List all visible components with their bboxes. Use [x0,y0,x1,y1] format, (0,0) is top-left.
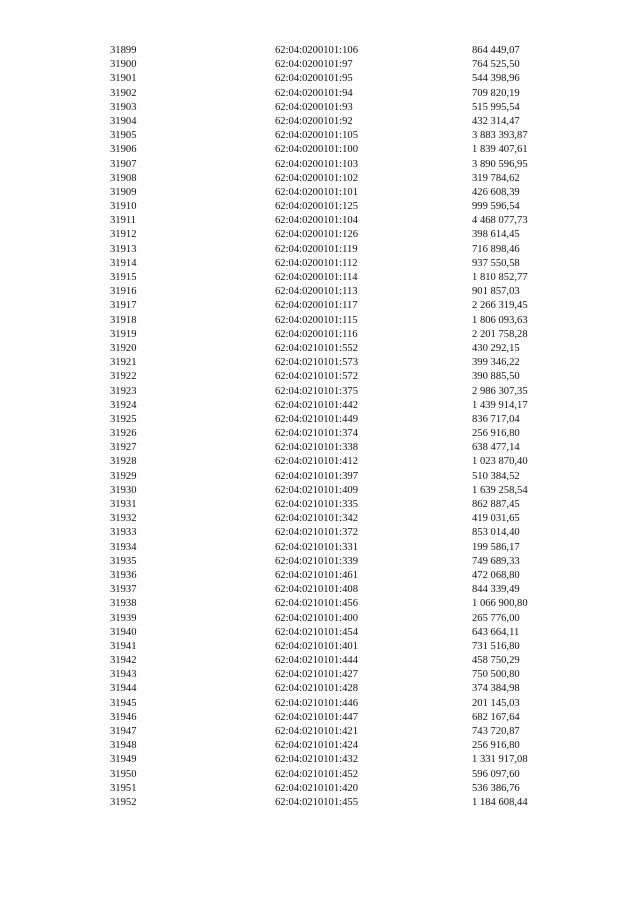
cadastral-value: 1 066 900,80 [472,598,528,610]
row-number: 31947 [110,726,137,737]
cadastral-value: 2 201 758,28 [472,328,528,340]
cadastral-value: 458 750,29 [472,655,520,667]
cadastral-value: 864 449,07 [472,45,520,56]
data-table [0,44,640,810]
cadastral-value: 319 784,62 [472,172,520,184]
cadastral-value: 1 023 870,40 [472,456,528,468]
cadastral-number: 62:04:0210101:449 [275,413,358,425]
row-number: 31912 [110,229,137,241]
cadastral-number: 62:04:0200101:119 [275,243,358,255]
table-row [0,370,640,384]
cadastral-number: 62:04:0210101:446 [275,697,358,709]
cadastral-value: 515 995,54 [472,101,520,113]
cadastral-number: 62:04:0210101:412 [275,456,358,468]
table-row [0,87,640,101]
table-row [0,356,640,370]
row-number: 31930 [110,484,137,496]
row-number: 31905 [110,130,137,142]
cadastral-number: 62:04:0210101:335 [275,499,358,510]
cadastral-number: 62:04:0210101:342 [275,513,358,525]
row-number: 31918 [110,314,137,326]
table-row [0,200,640,214]
row-number: 31923 [110,385,137,397]
cadastral-value: 1 806 093,63 [472,314,528,326]
cadastral-value: 419 031,65 [472,513,520,525]
row-number: 31939 [110,612,137,624]
table-row [0,101,640,115]
row-number: 31932 [110,513,137,525]
cadastral-value: 1 184 608,44 [472,796,528,808]
row-number: 31949 [110,754,137,766]
cadastral-number: 62:04:0200101:105 [275,130,358,142]
row-number: 31946 [110,711,137,723]
cadastral-value: 4 468 077,73 [472,215,528,227]
cadastral-value: 426 608,39 [472,186,520,198]
cadastral-number: 62:04:0210101:424 [275,740,358,752]
cadastral-number: 62:04:0210101:401 [275,640,358,652]
cadastral-value: 398 614,45 [472,229,520,241]
cadastral-value: 731 516,80 [472,640,520,652]
cadastral-number: 62:04:0210101:572 [275,371,358,383]
row-number: 31913 [110,243,137,255]
cadastral-value: 199 586,17 [472,541,520,553]
row-number: 31924 [110,399,137,411]
table-row [0,512,640,526]
cadastral-value: 472 068,80 [472,569,520,581]
cadastral-value: 536 386,76 [472,782,520,794]
table-row [0,441,640,455]
table-row [0,569,640,583]
table-row [0,768,640,782]
cadastral-value: 3 883 393,87 [472,130,528,142]
row-number: 31934 [110,541,137,553]
cadastral-value: 390 885,50 [472,371,520,383]
cadastral-value: 265 776,00 [472,612,520,624]
table-row [0,739,640,753]
table-row [0,654,640,668]
table-row [0,526,640,540]
row-number: 31926 [110,428,137,440]
cadastral-number: 62:04:0210101:432 [275,754,358,766]
table-row [0,427,640,441]
cadastral-number: 62:04:0200101:112 [275,257,358,269]
cadastral-number: 62:04:0210101:552 [275,342,358,354]
cadastral-number: 62:04:0200101:126 [275,229,358,241]
cadastral-value: 853 014,40 [472,527,520,539]
table-row [0,612,640,626]
cadastral-value: 256 916,80 [472,740,520,752]
row-number: 31929 [110,470,137,482]
cadastral-number: 62:04:0200101:115 [275,314,358,326]
cadastral-number: 62:04:0200101:94 [275,87,353,99]
row-number: 31907 [110,158,137,170]
cadastral-number: 62:04:0210101:427 [275,669,358,681]
cadastral-number: 62:04:0200101:103 [275,158,358,170]
row-number: 31917 [110,300,137,312]
cadastral-number: 62:04:0200101:113 [275,286,358,298]
table-row [0,697,640,711]
cadastral-number: 62:04:0210101:455 [275,796,358,808]
table-row [0,385,640,399]
cadastral-number: 62:04:0200101:102 [275,172,358,184]
table-row [0,143,640,157]
cadastral-number: 62:04:0210101:409 [275,484,358,496]
cadastral-value: 1 639 258,54 [472,484,528,496]
cadastral-number: 62:04:0200101:92 [275,115,353,127]
cadastral-value: 374 384,98 [472,683,520,695]
cadastral-value: 1 331 917,08 [472,754,528,766]
table-row [0,640,640,654]
table-row [0,172,640,186]
table-row [0,668,640,682]
row-number: 31931 [110,499,137,510]
cadastral-number: 62:04:0210101:331 [275,541,358,553]
cadastral-value: 432 314,47 [472,115,520,127]
cadastral-value: 743 720,87 [472,726,520,737]
table-row [0,413,640,427]
row-number: 31942 [110,655,137,667]
cadastral-value: 901 857,03 [472,286,520,298]
cadastral-number: 62:04:0200101:125 [275,201,358,213]
table-row [0,470,640,484]
row-number: 31927 [110,442,137,454]
cadastral-value: 2 986 307,35 [472,385,528,397]
table-row [0,682,640,696]
cadastral-number: 62:04:0210101:421 [275,726,358,737]
cadastral-number: 62:04:0200101:101 [275,186,358,198]
cadastral-number: 62:04:0210101:375 [275,385,358,397]
table-row [0,753,640,767]
cadastral-number: 62:04:0200101:93 [275,101,353,113]
row-number: 31921 [110,357,137,369]
cadastral-value: 430 292,15 [472,342,520,354]
cadastral-value: 201 145,03 [472,697,520,709]
cadastral-number: 62:04:0210101:397 [275,470,358,482]
table-row [0,796,640,810]
row-number: 31943 [110,669,137,681]
cadastral-number: 62:04:0210101:461 [275,569,358,581]
table-row [0,44,640,58]
cadastral-value: 2 266 319,45 [472,300,528,312]
row-number: 31935 [110,555,137,567]
table-row [0,186,640,200]
row-number: 31910 [110,201,137,213]
row-number: 31928 [110,456,137,468]
cadastral-number: 62:04:0210101:447 [275,711,358,723]
cadastral-value: 544 398,96 [472,73,520,85]
row-number: 31904 [110,115,137,127]
table-row [0,243,640,257]
table-row [0,115,640,129]
cadastral-number: 62:04:0210101:420 [275,782,358,794]
row-number: 31909 [110,186,137,198]
table-row [0,228,640,242]
table-row [0,484,640,498]
cadastral-number: 62:04:0210101:456 [275,598,358,610]
cadastral-value: 682 167,64 [472,711,520,723]
cadastral-value: 750 500,80 [472,669,520,681]
row-number: 31922 [110,371,137,383]
cadastral-number: 62:04:0210101:573 [275,357,358,369]
table-row [0,158,640,172]
cadastral-number: 62:04:0200101:106 [275,45,358,56]
cadastral-value: 638 477,14 [472,442,520,454]
cadastral-number: 62:04:0210101:442 [275,399,358,411]
cadastral-value: 1 439 914,17 [472,399,528,411]
row-number: 31925 [110,413,137,425]
cadastral-value: 1 810 852,77 [472,272,528,283]
table-row [0,725,640,739]
table-row [0,782,640,796]
row-number: 31902 [110,87,137,99]
cadastral-value: 1 839 407,61 [472,144,528,156]
row-number: 31903 [110,101,137,113]
row-number: 31900 [110,59,137,71]
cadastral-number: 62:04:0210101:444 [275,655,358,667]
cadastral-number: 62:04:0210101:452 [275,768,358,780]
table-row [0,399,640,413]
row-number: 31941 [110,640,137,652]
cadastral-number: 62:04:0200101:114 [275,272,358,283]
cadastral-value: 844 339,49 [472,584,520,596]
cadastral-value: 399 346,22 [472,357,520,369]
row-number: 31901 [110,73,137,85]
cadastral-number: 62:04:0210101:454 [275,626,358,638]
cadastral-number: 62:04:0210101:408 [275,584,358,596]
row-number: 31899 [110,45,137,56]
table-row [0,271,640,285]
cadastral-number: 62:04:0210101:339 [275,555,358,567]
row-number: 31950 [110,768,137,780]
cadastral-value: 764 525,50 [472,59,520,71]
row-number: 31944 [110,683,137,695]
row-number: 31936 [110,569,137,581]
row-number: 31952 [110,796,137,808]
table-row [0,342,640,356]
table-row [0,214,640,228]
table-row [0,555,640,569]
table-row [0,498,640,512]
table-row [0,583,640,597]
row-number: 31938 [110,598,137,610]
table-row [0,257,640,271]
table-row [0,129,640,143]
cadastral-number: 62:04:0200101:116 [275,328,358,340]
table-row [0,597,640,611]
cadastral-number: 62:04:0210101:374 [275,428,358,440]
table-row [0,299,640,313]
table-row [0,72,640,86]
cadastral-value: 749 689,33 [472,555,520,567]
cadastral-number: 62:04:0200101:100 [275,144,358,156]
row-number: 31916 [110,286,137,298]
cadastral-number: 62:04:0210101:428 [275,683,358,695]
row-number: 31948 [110,740,137,752]
table-row [0,328,640,342]
cadastral-value: 256 916,80 [472,428,520,440]
table-row [0,285,640,299]
cadastral-number: 62:04:0200101:104 [275,215,358,227]
row-number: 31945 [110,697,137,709]
cadastral-value: 3 890 596,95 [472,158,528,170]
cadastral-value: 510 384,52 [472,470,520,482]
cadastral-value: 643 664,11 [472,626,520,638]
row-number: 31914 [110,257,137,269]
row-number: 31933 [110,527,137,539]
table-row [0,711,640,725]
cadastral-number: 62:04:0210101:372 [275,527,358,539]
table-row [0,314,640,328]
table-row [0,455,640,469]
cadastral-number: 62:04:0200101:97 [275,59,353,71]
row-number: 31911 [110,215,137,227]
row-number: 31920 [110,342,137,354]
table-row [0,58,640,72]
cadastral-value: 937 550,58 [472,257,520,269]
cadastral-value: 709 820,19 [472,87,520,99]
row-number: 31937 [110,584,137,596]
cadastral-value: 596 097,60 [472,768,520,780]
cadastral-number: 62:04:0210101:338 [275,442,358,454]
row-number: 31915 [110,272,137,283]
cadastral-number: 62:04:0210101:400 [275,612,358,624]
table-row [0,626,640,640]
row-number: 31908 [110,172,137,184]
table-row [0,541,640,555]
cadastral-number: 62:04:0200101:117 [275,300,358,312]
cadastral-value: 999 596,54 [472,201,520,213]
cadastral-value: 862 887,45 [472,499,520,510]
row-number: 31906 [110,144,137,156]
row-number: 31940 [110,626,137,638]
cadastral-value: 836 717,04 [472,413,520,425]
cadastral-value: 716 898,46 [472,243,520,255]
row-number: 31919 [110,328,137,340]
cadastral-number: 62:04:0200101:95 [275,73,353,85]
row-number: 31951 [110,782,137,794]
